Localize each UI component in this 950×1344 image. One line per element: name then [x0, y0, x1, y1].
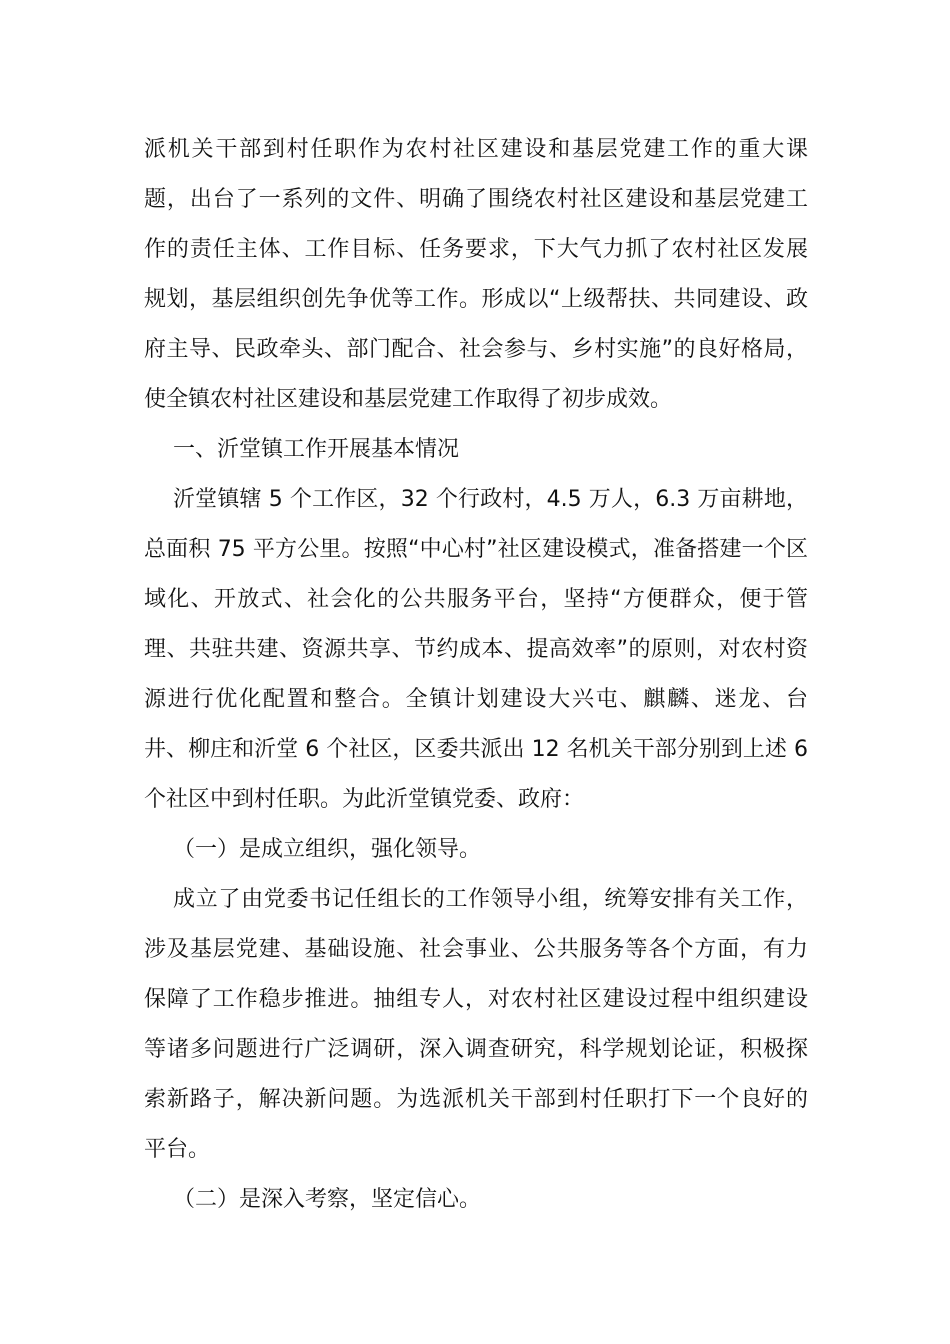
section-heading-1	[144, 425, 808, 475]
paragraph-organization	[144, 875, 808, 1175]
text-line: 规划，基层组织创先争优等工作。形成以“上级帮扶、共同建设、政	[144, 287, 808, 312]
text-line: 府主导、民政牵头、部门配合、社会参与、乡村实施”的良好格局，	[144, 337, 808, 362]
heading-line: （二）是深入考察，坚定信心。	[173, 1187, 482, 1212]
heading-line: 一、沂堂镇工作开展基本情况	[173, 437, 460, 462]
text-line: 保障了工作稳步推进。抽组专人，对农村社区建设过程中组织建设	[144, 987, 808, 1012]
text-line: 题，出台了一系列的文件、明确了围绕农村社区建设和基层党建工	[144, 187, 808, 212]
paragraph-situation	[144, 475, 808, 825]
text-line: 理、共驻共建、资源共享、节约成本、提高效率”的原则，对农村资	[144, 637, 808, 662]
text-line: 平台。	[144, 1137, 211, 1162]
document-body	[144, 125, 808, 1225]
text-line: 沂堂镇辖 5 个工作区，32 个行政村，4.5 万人，6.3 万亩耕地，	[173, 487, 808, 512]
heading-line: （一）是成立组织，强化领导。	[173, 837, 482, 862]
text-line: 域化、开放式、社会化的公共服务平台，坚持“方便群众，便于管	[144, 587, 808, 612]
text-line: 井、柳庄和沂堂 6 个社区，区委共派出 12 名机关干部分别到上述 6	[144, 737, 808, 762]
text-line: 个社区中到村任职。为此沂堂镇党委、政府：	[144, 787, 585, 812]
subsection-heading-1	[144, 825, 808, 875]
text-line: 派机关干部到村任职作为农村社区建设和基层党建工作的重大课	[144, 137, 808, 162]
paragraph-intro	[144, 125, 808, 425]
text-line: 等诸多问题进行广泛调研，深入调查研究，科学规划论证，积极探	[144, 1037, 808, 1062]
text-line: 源进行优化配置和整合。全镇计划建设大兴屯、麒麟、迷龙、台	[144, 687, 808, 712]
text-line: 成立了由党委书记任组长的工作领导小组，统筹安排有关工作，	[173, 887, 808, 912]
text-line: 作的责任主体、工作目标、任务要求，下大气力抓了农村社区发展	[144, 237, 808, 262]
text-line: 涉及基层党建、基础设施、社会事业、公共服务等各个方面，有力	[144, 937, 808, 962]
text-line: 使全镇农村社区建设和基层党建工作取得了初步成效。	[144, 387, 673, 412]
subsection-heading-2	[144, 1175, 808, 1225]
text-line: 索新路子，解决新问题。为选派机关干部到村任职打下一个良好的	[144, 1087, 808, 1112]
text-line: 总面积 75 平方公里。按照“中心村”社区建设模式，准备搭建一个区	[144, 537, 808, 562]
